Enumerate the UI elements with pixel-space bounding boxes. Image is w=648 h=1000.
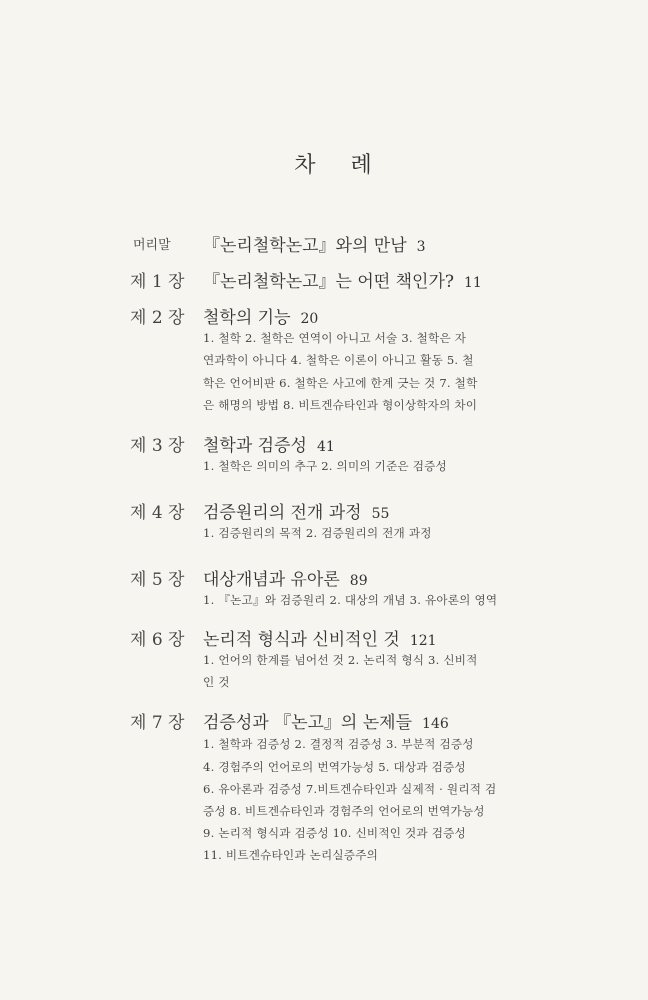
chapter-title: 검증원리의 전개 과정 bbox=[203, 503, 362, 523]
section-list-line: 9. 논리적 형식과 검증성 10. 신비적인 것과 검증성 bbox=[203, 826, 466, 840]
section-list-line: 1. 철학과 검증성 2. 결정적 검증성 3. 부분적 검증성 bbox=[203, 737, 474, 751]
chapter-heading bbox=[203, 267, 482, 292]
chapter-label: 제 2 장 bbox=[130, 308, 185, 328]
chapter-label: 제 5 장 bbox=[130, 570, 185, 590]
chapter-heading bbox=[203, 565, 368, 590]
chapter-heading bbox=[203, 303, 318, 328]
section-list-line: 증성 8. 비트겐슈타인과 경험주의 언어로의 번역가능성 bbox=[203, 804, 485, 818]
chapter-heading bbox=[203, 431, 335, 456]
chapter-title: 『논리철학논고』는 어떤 책인가? bbox=[203, 272, 454, 292]
page-number: 55 bbox=[371, 506, 390, 522]
chapter-label: 제 1 장 bbox=[130, 272, 185, 292]
chapter-title: 철학의 기능 bbox=[203, 308, 291, 328]
chapter-heading bbox=[203, 231, 426, 256]
section-list-line: 4. 경험주의 언어로의 번역가능성 5. 대상과 검증성 bbox=[203, 760, 466, 774]
chapter-heading bbox=[203, 625, 437, 650]
section-list-line: 1. 철학 2. 철학은 연역이 아니고 서술 3. 철학은 자 bbox=[203, 331, 467, 345]
chapter-title: 대상개념과 유아론 bbox=[203, 570, 340, 590]
section-list-line: 인 것 bbox=[203, 675, 230, 689]
page-number: 3 bbox=[416, 239, 426, 255]
chapter-label: 제 4 장 bbox=[130, 503, 185, 523]
section-list-line: 1. 검증원리의 목적 2. 검증원리의 전개 과정 bbox=[203, 526, 432, 540]
page-number: 146 bbox=[422, 716, 449, 732]
chapter-label: 제 3 장 bbox=[130, 436, 185, 456]
chapter-title: 철학과 검증성 bbox=[203, 436, 307, 456]
section-list-line: 1. 『논고』와 검증원리 2. 대상의 개념 3. 유아론의 영역 bbox=[203, 593, 498, 607]
page-number: 89 bbox=[349, 573, 368, 589]
section-list-line: 연과학이 아니다 4. 철학은 이론이 아니고 활동 5. 철 bbox=[203, 353, 474, 367]
page-number: 41 bbox=[316, 439, 335, 455]
chapter-heading bbox=[203, 498, 389, 523]
page-title: 차 례 bbox=[294, 153, 386, 178]
page-number: 121 bbox=[409, 633, 437, 649]
section-list-line: 은 해명의 방법 8. 비트겐슈타인과 형이상학자의 차이 bbox=[203, 398, 478, 412]
section-list-line: 1. 철학은 의미의 추구 2. 의미의 기준은 검증성 bbox=[203, 459, 447, 473]
section-list-line: 1. 언어의 한계를 넘어선 것 2. 논리적 형식 3. 신비적 bbox=[203, 653, 478, 667]
chapter-label: 머리말 bbox=[133, 238, 171, 253]
section-list-line: 학은 언어비판 6. 철학은 사고에 한계 긋는 것 7. 철학 bbox=[203, 376, 478, 390]
chapter-title: 논리적 형식과 신비적인 것 bbox=[203, 630, 400, 650]
page-number: 20 bbox=[300, 311, 319, 327]
chapter-title: 『논리철학논고』와의 만남 bbox=[203, 236, 407, 256]
section-list-line: 11. 비트겐슈타인과 논리실증주의 bbox=[203, 848, 379, 862]
chapter-label: 제 7 장 bbox=[130, 713, 185, 733]
chapter-heading bbox=[203, 708, 449, 733]
chapter-label: 제 6 장 bbox=[130, 630, 185, 650]
chapter-title: 검증성과 『논고』의 논제들 bbox=[203, 713, 413, 733]
page-number: 11 bbox=[464, 275, 482, 291]
section-list-line: 6. 유아론과 검증성 7.비트겐슈타인과 실제적 · 원리적 검 bbox=[203, 782, 497, 796]
